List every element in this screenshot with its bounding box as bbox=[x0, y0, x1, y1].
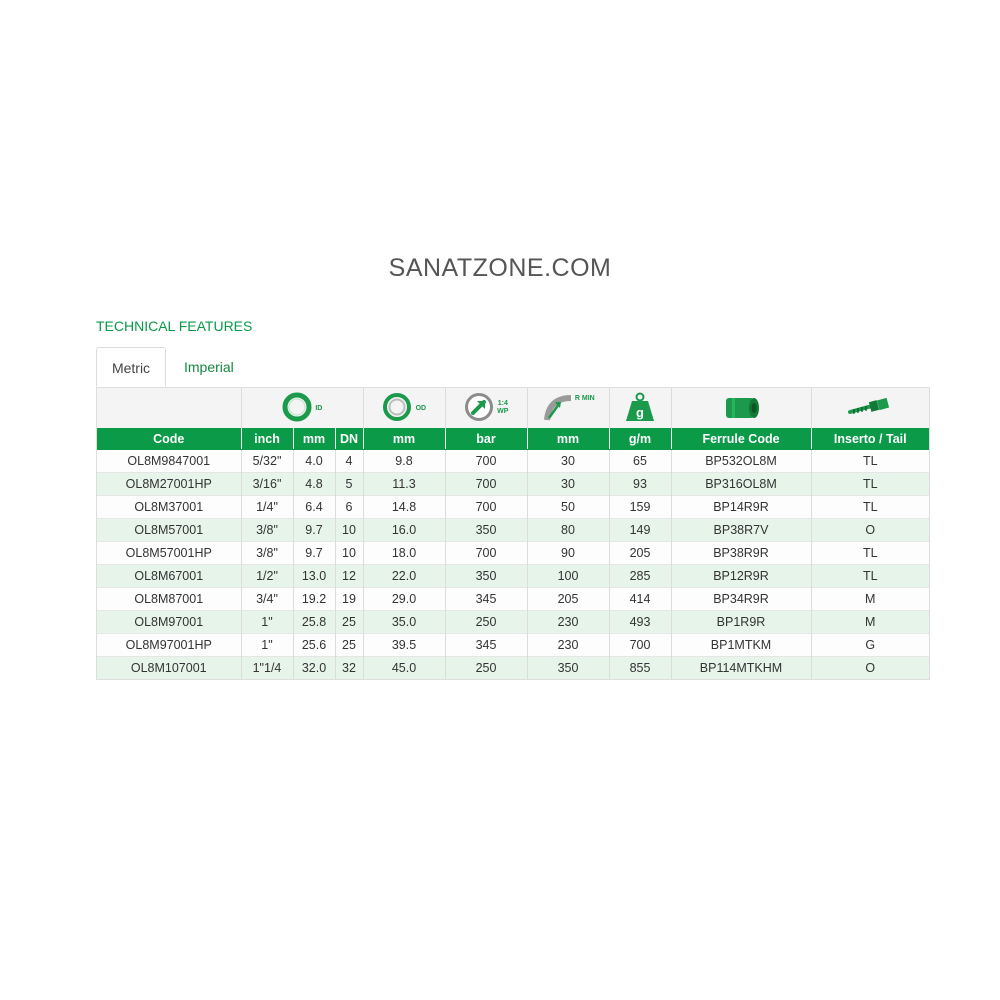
table-row bbox=[97, 496, 929, 519]
cell-od-mm: 16.0 bbox=[363, 519, 445, 542]
table-row bbox=[97, 565, 929, 588]
cell-weight: 493 bbox=[609, 611, 671, 634]
icon-row bbox=[97, 388, 929, 428]
cell-id-mm: 25.6 bbox=[293, 634, 335, 657]
cell-od-mm: 29.0 bbox=[363, 588, 445, 611]
cell-radius-mm: 230 bbox=[527, 611, 609, 634]
cell-inch: 3/16" bbox=[241, 473, 293, 496]
section-title: TECHNICAL FEATURES bbox=[96, 318, 253, 334]
table-row bbox=[97, 588, 929, 611]
icon-cell-tail bbox=[811, 388, 929, 428]
cell-dn: 12 bbox=[335, 565, 363, 588]
cell-inch: 1" bbox=[241, 634, 293, 657]
cell-weight: 285 bbox=[609, 565, 671, 588]
icon-cell-id bbox=[241, 388, 363, 428]
cell-tail: TL bbox=[811, 450, 929, 473]
technical-features-table bbox=[96, 387, 930, 680]
cell-id-mm: 4.8 bbox=[293, 473, 335, 496]
col-header-inch: inch bbox=[241, 428, 293, 450]
cell-bar: 350 bbox=[445, 519, 527, 542]
cell-tail: TL bbox=[811, 473, 929, 496]
cell-radius-mm: 230 bbox=[527, 634, 609, 657]
od-label: OD bbox=[415, 404, 427, 412]
cell-tail: M bbox=[811, 588, 929, 611]
col-header-id-mm: mm bbox=[293, 428, 335, 450]
table-row bbox=[97, 634, 929, 657]
cell-dn: 25 bbox=[335, 611, 363, 634]
cell-radius-mm: 30 bbox=[527, 450, 609, 473]
cell-radius-mm: 350 bbox=[527, 657, 609, 680]
cell-radius-mm: 30 bbox=[527, 473, 609, 496]
cell-code: OL8M57001HP bbox=[97, 542, 241, 565]
unit-tabs bbox=[96, 347, 930, 387]
table-row bbox=[97, 657, 929, 680]
cell-od-mm: 11.3 bbox=[363, 473, 445, 496]
cell-inch: 3/8" bbox=[241, 519, 293, 542]
cell-bar: 250 bbox=[445, 657, 527, 680]
cell-radius-mm: 205 bbox=[527, 588, 609, 611]
cell-tail: TL bbox=[811, 496, 929, 519]
icon-cell-od bbox=[363, 388, 445, 428]
cell-dn: 10 bbox=[335, 542, 363, 565]
weight-letter: g bbox=[636, 404, 644, 420]
col-header-bar: bar bbox=[445, 428, 527, 450]
cell-ferrule-code: BP12R9R bbox=[671, 565, 811, 588]
cell-code: OL8M37001 bbox=[97, 496, 241, 519]
column-header-row bbox=[97, 428, 929, 450]
cell-tail: TL bbox=[811, 542, 929, 565]
cell-od-mm: 9.8 bbox=[363, 450, 445, 473]
cell-radius-mm: 50 bbox=[527, 496, 609, 519]
id-label: ID bbox=[315, 404, 323, 412]
cell-ferrule-code: BP38R9R bbox=[671, 542, 811, 565]
cell-id-mm: 9.7 bbox=[293, 519, 335, 542]
cell-code: OL8M57001 bbox=[97, 519, 241, 542]
cell-dn: 32 bbox=[335, 657, 363, 680]
cell-weight: 65 bbox=[609, 450, 671, 473]
col-header-dn: DN bbox=[335, 428, 363, 450]
cell-tail: TL bbox=[811, 565, 929, 588]
cell-id-mm: 19.2 bbox=[293, 588, 335, 611]
cell-weight: 700 bbox=[609, 634, 671, 657]
cell-ferrule-code: BP34R9R bbox=[671, 588, 811, 611]
cell-od-mm: 18.0 bbox=[363, 542, 445, 565]
cell-radius-mm: 90 bbox=[527, 542, 609, 565]
cell-weight: 855 bbox=[609, 657, 671, 680]
cell-dn: 5 bbox=[335, 473, 363, 496]
tail-insert-icon bbox=[846, 395, 894, 422]
cell-weight: 159 bbox=[609, 496, 671, 519]
table-row bbox=[97, 611, 929, 634]
col-header-weight: g/m bbox=[609, 428, 671, 450]
col-header-radius-mm: mm bbox=[527, 428, 609, 450]
cell-od-mm: 39.5 bbox=[363, 634, 445, 657]
cell-inch: 5/32" bbox=[241, 450, 293, 473]
pressure-ratio-label: 1:4 bbox=[497, 400, 508, 407]
cell-id-mm: 25.8 bbox=[293, 611, 335, 634]
cell-weight: 93 bbox=[609, 473, 671, 496]
cell-ferrule-code: BP1MTKM bbox=[671, 634, 811, 657]
cell-ferrule-code: BP14R9R bbox=[671, 496, 811, 519]
cell-inch: 3/4" bbox=[241, 588, 293, 611]
cell-dn: 25 bbox=[335, 634, 363, 657]
cell-ferrule-code: BP38R7V bbox=[671, 519, 811, 542]
tab-metric[interactable]: Metric bbox=[96, 347, 166, 387]
cell-id-mm: 32.0 bbox=[293, 657, 335, 680]
cell-bar: 350 bbox=[445, 565, 527, 588]
cell-dn: 10 bbox=[335, 519, 363, 542]
col-header-ferrule-code: Ferrule Code bbox=[671, 428, 811, 450]
cell-ferrule-code: BP532OL8M bbox=[671, 450, 811, 473]
cell-code: OL8M97001HP bbox=[97, 634, 241, 657]
table-row bbox=[97, 450, 929, 473]
table-row bbox=[97, 519, 929, 542]
cell-dn: 6 bbox=[335, 496, 363, 519]
cell-tail: M bbox=[811, 611, 929, 634]
cell-tail: O bbox=[811, 519, 929, 542]
cell-bar: 345 bbox=[445, 588, 527, 611]
cell-od-mm: 35.0 bbox=[363, 611, 445, 634]
cell-dn: 19 bbox=[335, 588, 363, 611]
cell-bar: 250 bbox=[445, 611, 527, 634]
cell-bar: 700 bbox=[445, 473, 527, 496]
icon-cell-ferrule bbox=[671, 388, 811, 428]
cell-od-mm: 14.8 bbox=[363, 496, 445, 519]
cell-bar: 700 bbox=[445, 450, 527, 473]
cell-radius-mm: 100 bbox=[527, 565, 609, 588]
cell-id-mm: 9.7 bbox=[293, 542, 335, 565]
table-row bbox=[97, 542, 929, 565]
cell-od-mm: 45.0 bbox=[363, 657, 445, 680]
cell-code: OL8M87001 bbox=[97, 588, 241, 611]
cell-inch: 1/4" bbox=[241, 496, 293, 519]
cell-ferrule-code: BP114MTKHM bbox=[671, 657, 811, 680]
tab-imperial[interactable]: Imperial bbox=[184, 359, 234, 375]
col-header-tail: Inserto / Tail bbox=[811, 428, 929, 450]
weight-icon bbox=[623, 391, 657, 426]
cell-code: OL8M27001HP bbox=[97, 473, 241, 496]
icon-cell-pressure bbox=[445, 388, 527, 428]
cell-tail: O bbox=[811, 657, 929, 680]
cell-inch: 1" bbox=[241, 611, 293, 634]
cell-id-mm: 6.4 bbox=[293, 496, 335, 519]
cell-inch: 3/8" bbox=[241, 542, 293, 565]
cell-bar: 345 bbox=[445, 634, 527, 657]
cell-tail: G bbox=[811, 634, 929, 657]
col-header-code: Code bbox=[97, 428, 241, 450]
cell-code: OL8M9847001 bbox=[97, 450, 241, 473]
pressure-gauge-icon bbox=[464, 392, 494, 425]
cell-code: OL8M67001 bbox=[97, 565, 241, 588]
cell-id-mm: 4.0 bbox=[293, 450, 335, 473]
watermark: SANATZONE.COM bbox=[388, 254, 612, 282]
cell-weight: 149 bbox=[609, 519, 671, 542]
cell-weight: 414 bbox=[609, 588, 671, 611]
outer-diameter-icon bbox=[382, 392, 412, 425]
cell-bar: 700 bbox=[445, 496, 527, 519]
cell-ferrule-code: BP316OL8M bbox=[671, 473, 811, 496]
icon-cell-bend bbox=[527, 388, 609, 428]
col-header-od-mm: mm bbox=[363, 428, 445, 450]
cell-ferrule-code: BP1R9R bbox=[671, 611, 811, 634]
cell-weight: 205 bbox=[609, 542, 671, 565]
cell-inch: 1/2" bbox=[241, 565, 293, 588]
table-row bbox=[97, 473, 929, 496]
inner-diameter-icon bbox=[282, 392, 312, 425]
cell-code: OL8M107001 bbox=[97, 657, 241, 680]
bend-label: R MIN bbox=[574, 394, 595, 402]
cell-dn: 4 bbox=[335, 450, 363, 473]
cell-radius-mm: 80 bbox=[527, 519, 609, 542]
table-body bbox=[97, 450, 929, 680]
icon-cell-weight bbox=[609, 388, 671, 428]
cell-inch: 1"1/4 bbox=[241, 657, 293, 680]
cell-id-mm: 13.0 bbox=[293, 565, 335, 588]
cell-bar: 700 bbox=[445, 542, 527, 565]
icon-cell-empty bbox=[97, 388, 241, 428]
cell-od-mm: 22.0 bbox=[363, 565, 445, 588]
pressure-wp-label: WP bbox=[497, 408, 509, 415]
cell-code: OL8M97001 bbox=[97, 611, 241, 634]
ferrule-icon bbox=[718, 391, 764, 426]
